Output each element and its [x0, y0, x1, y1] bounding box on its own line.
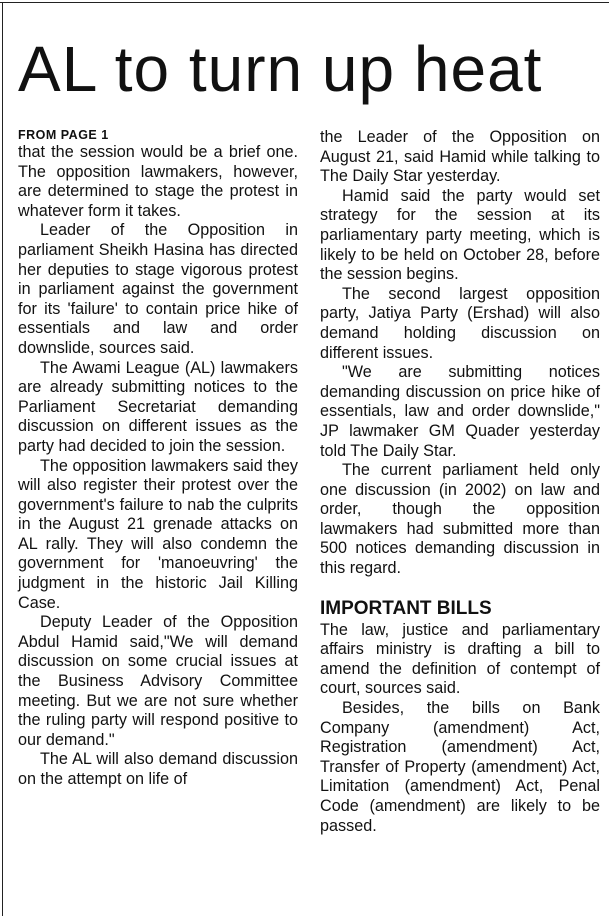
frame-left-rule	[2, 2, 3, 916]
paragraph: that the session would be a brief one. The opposition lawmakers, however, are determined to stage the protest in whatever form it takes.	[18, 143, 298, 220]
paragraph: The Awami League (AL) lawmakers are already submitting notices to the Parliament Secretariat demanding discussion on different issues as the party had decided to join the session.	[18, 358, 298, 455]
paragraph: Leader of the Opposition in parliament Sheikh Hasina has directed her deputies to stage vigorous protest in parliament against the government for its 'failure' to contain price hike of essentials and law and order downslide, sources said.	[18, 221, 298, 357]
paragraph: The AL will also demand discussion on the attempt on life of	[18, 750, 298, 788]
paragraph: "We are submitting notices demanding discussion on price hike of essentials, law and order downslide," JP lawmaker GM Quader yesterday told The Daily Star.	[320, 363, 600, 460]
subhead-important-bills: IMPORTANT BILLS	[320, 597, 492, 619]
paragraph: The current parliament held only one discussion (in 2002) on law and order, though the opposition lawmakers had submitted more than 500 notices demanding discussion in this regard.	[320, 461, 600, 578]
jump-label: FROM PAGE 1	[18, 128, 109, 142]
paragraph: The law, justice and parliamentary affairs ministry is drafting a bill to amend the definition of contempt of court, sources said.	[320, 620, 600, 698]
frame-top-rule	[0, 2, 609, 3]
paragraph: The second largest opposition party, Jatiya Party (Ershad) will also demand holding discussion on different issues.	[320, 284, 600, 362]
article-column-left	[18, 128, 298, 790]
headline: AL to turn up heat	[18, 33, 543, 105]
paragraph: Besides, the bills on Bank Company (amendment) Act, Registration (amendment) Act, Transfer of Property (amendment) Act, Limitation (amendment) Act, Penal Code (amendment) are likely to be passed.	[320, 699, 600, 835]
article-column-right	[320, 128, 600, 836]
paragraph: Hamid said the party would set strategy for the session at its parliamentary party meeting, which is likely to be held on October 28, before the session begins.	[320, 186, 600, 284]
paragraph: the Leader of the Opposition on August 21, said Hamid while talking to The Daily Star yesterday.	[320, 128, 600, 186]
paragraph: The opposition lawmakers said they will also register their protest over the government's failure to nab the culprits in the August 21 grenade attacks on AL rally. They will also condemn the government for 'manoeuvring' the judgment in the historic Jail Killing Case.	[18, 456, 298, 612]
paragraph: Deputy Leader of the Opposition Abdul Hamid said,"We will demand discussion on some crucial issues at the Business Advisory Committee meeting. But we are not sure whether the ruling party will respond positive to our demand."	[18, 613, 298, 749]
